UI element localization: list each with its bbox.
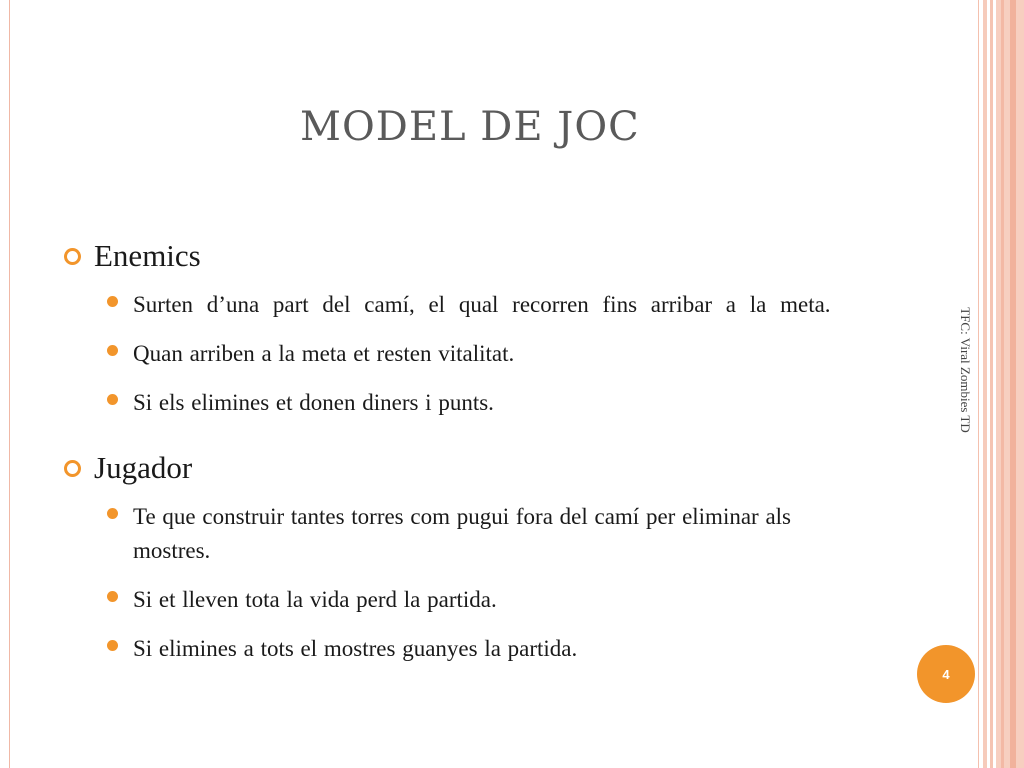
list-item: [64, 337, 878, 371]
dot-bullet-icon: [107, 591, 118, 602]
list-item-text: Si elimines a tots el mostres guanyes la partida.: [133, 636, 578, 661]
list-item-text: Si et lleven tota la vida perd la partida.: [133, 587, 497, 612]
list-item: [64, 583, 878, 617]
bullet-list: [64, 288, 878, 420]
page-number-badge: [917, 645, 975, 703]
section-jugador: [64, 450, 878, 681]
dot-bullet-icon: [107, 394, 118, 405]
dot-bullet-icon: [107, 508, 118, 519]
dot-bullet-icon: [107, 640, 118, 651]
list-item: [64, 500, 878, 568]
right-decorative-stripe: [983, 0, 987, 768]
list-item: [64, 386, 878, 420]
list-item: [64, 632, 878, 666]
right-decorative-stripe: [990, 0, 993, 768]
left-decorative-rule: [9, 0, 10, 768]
list-item-text: Surten d’una part del camí, el qual recorren fins arribar a la meta.: [133, 292, 831, 317]
section-heading: [64, 450, 878, 486]
slide-title: MODEL DE JOC: [300, 104, 640, 150]
list-item-text: Quan arriben a la meta et resten vitalitat.: [133, 341, 515, 366]
dot-bullet-icon: [107, 345, 118, 356]
bullet-list: [64, 500, 878, 666]
right-decorative-stripe: [978, 0, 979, 768]
list-item: [64, 288, 878, 322]
section-heading-label: Enemics: [94, 238, 201, 273]
dot-bullet-icon: [107, 296, 118, 307]
ring-bullet-icon: [64, 248, 81, 265]
list-item-text: Si els elimines et donen diners i punts.: [133, 390, 494, 415]
section-heading-label: Jugador: [94, 450, 193, 485]
section-enemics: [64, 238, 878, 435]
ring-bullet-icon: [64, 460, 81, 477]
vertical-footer-text: TFC: Viral Zombies TD: [958, 307, 973, 433]
page-number: 4: [942, 666, 950, 682]
right-decorative-stripe: [1001, 0, 1004, 768]
right-decorative-stripe: [1010, 0, 1016, 768]
list-item-text: Te que construir tantes torres com pugui fora del camí per eliminar als mostres.: [133, 504, 791, 563]
section-heading: [64, 238, 878, 274]
